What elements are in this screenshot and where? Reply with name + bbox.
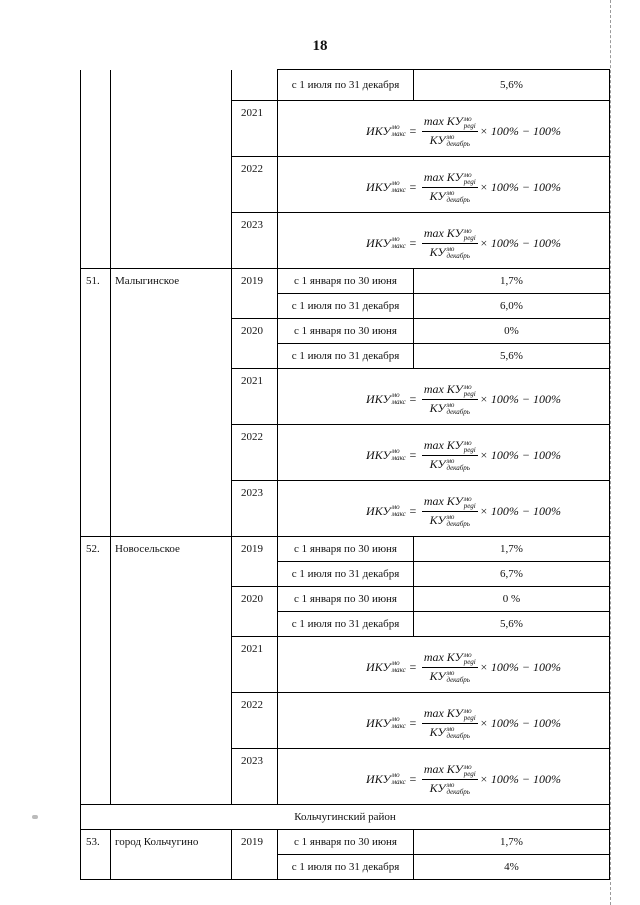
scan-edge-line (610, 0, 611, 905)
value-cell: 4% (414, 854, 610, 879)
year-cell: 2021 (232, 368, 278, 424)
period-cell: с 1 января по 30 июня (278, 536, 414, 561)
year-cell (232, 70, 278, 101)
year-cell: 2023 (232, 480, 278, 536)
iku-formula: ИКУ мо макс = max КУ мо реgi КУ мо декабрь × 100% − 100% (366, 170, 561, 204)
municipality-cell (111, 70, 232, 269)
iku-formula: ИКУ мо макс = max КУ мо реgi КУ мо декабрь × 100% − 100% (366, 494, 561, 528)
period-cell: с 1 июля по 31 декабря (278, 343, 414, 368)
value-cell: 6,7% (414, 561, 610, 586)
municipality-cell: Малыгинское (111, 268, 232, 536)
period-cell: с 1 июля по 31 декабря (278, 70, 414, 101)
formula-cell (278, 212, 610, 268)
year-cell: 2021 (232, 636, 278, 692)
year-cell: 2022 (232, 424, 278, 480)
iku-formula: ИКУ мо макс = max КУ мо реgi КУ мо декабрь × 100% − 100% (366, 650, 561, 684)
year-cell: 2019 (232, 268, 278, 318)
year-cell: 2022 (232, 156, 278, 212)
iku-formula: ИКУ мо макс = max КУ мо реgi КУ мо декабрь × 100% − 100% (366, 706, 561, 740)
period-cell: с 1 июля по 31 декабря (278, 854, 414, 879)
value-cell: 6,0% (414, 293, 610, 318)
year-cell: 2021 (232, 100, 278, 156)
period-cell: с 1 июля по 31 декабря (278, 611, 414, 636)
iku-formula: ИКУ мо макс = max КУ мо реgi КУ мо декабрь × 100% − 100% (366, 382, 561, 416)
table-row (81, 536, 610, 561)
year-cell: 2023 (232, 748, 278, 804)
iku-formula: ИКУ мо макс = max КУ мо реgi КУ мо декабрь × 100% − 100% (366, 114, 561, 148)
period-cell: с 1 июля по 31 декабря (278, 561, 414, 586)
formula-cell (278, 480, 610, 536)
formula-cell (278, 692, 610, 748)
formula-cell (278, 368, 610, 424)
year-cell: 2023 (232, 212, 278, 268)
row-number-cell: 52. (81, 536, 111, 804)
iku-formula: ИКУ мо макс = max КУ мо реgi КУ мо декабрь × 100% − 100% (366, 762, 561, 796)
period-cell: с 1 января по 30 июня (278, 268, 414, 293)
iku-formula: ИКУ мо макс = max КУ мо реgi КУ мо декабрь × 100% − 100% (366, 226, 561, 260)
year-cell: 2020 (232, 318, 278, 368)
table-row (81, 70, 610, 101)
table-row (81, 268, 610, 293)
value-cell: 0% (414, 318, 610, 343)
formula-cell (278, 748, 610, 804)
formula-cell (278, 156, 610, 212)
formula-cell (278, 424, 610, 480)
period-cell: с 1 января по 30 июня (278, 586, 414, 611)
period-cell: с 1 января по 30 июня (278, 318, 414, 343)
value-cell: 0 % (414, 586, 610, 611)
period-cell: с 1 января по 30 июня (278, 829, 414, 854)
scan-artifact (32, 815, 38, 819)
table-row (81, 829, 610, 854)
row-number-cell: 53. (81, 829, 111, 879)
row-number-cell: 51. (81, 268, 111, 536)
indices-table (80, 69, 610, 880)
table-row (81, 804, 610, 829)
formula-cell (278, 636, 610, 692)
year-cell: 2022 (232, 692, 278, 748)
value-cell: 5,6% (414, 611, 610, 636)
page-number: 18 (312, 38, 328, 54)
value-cell: 5,6% (414, 343, 610, 368)
row-number-cell (81, 70, 111, 269)
municipality-cell: город Кольчугино (111, 829, 232, 879)
value-cell: 1,7% (414, 536, 610, 561)
district-header: Кольчугинский район (81, 804, 610, 829)
year-cell: 2019 (232, 536, 278, 586)
year-cell: 2019 (232, 829, 278, 879)
value-cell: 1,7% (414, 268, 610, 293)
formula-cell (278, 100, 610, 156)
period-cell: с 1 июля по 31 декабря (278, 293, 414, 318)
value-cell: 5,6% (414, 70, 610, 101)
year-cell: 2020 (232, 586, 278, 636)
iku-formula: ИКУ мо макс = max КУ мо реgi КУ мо декабрь × 100% − 100% (366, 438, 561, 472)
municipality-cell: Новосельское (111, 536, 232, 804)
value-cell: 1,7% (414, 829, 610, 854)
